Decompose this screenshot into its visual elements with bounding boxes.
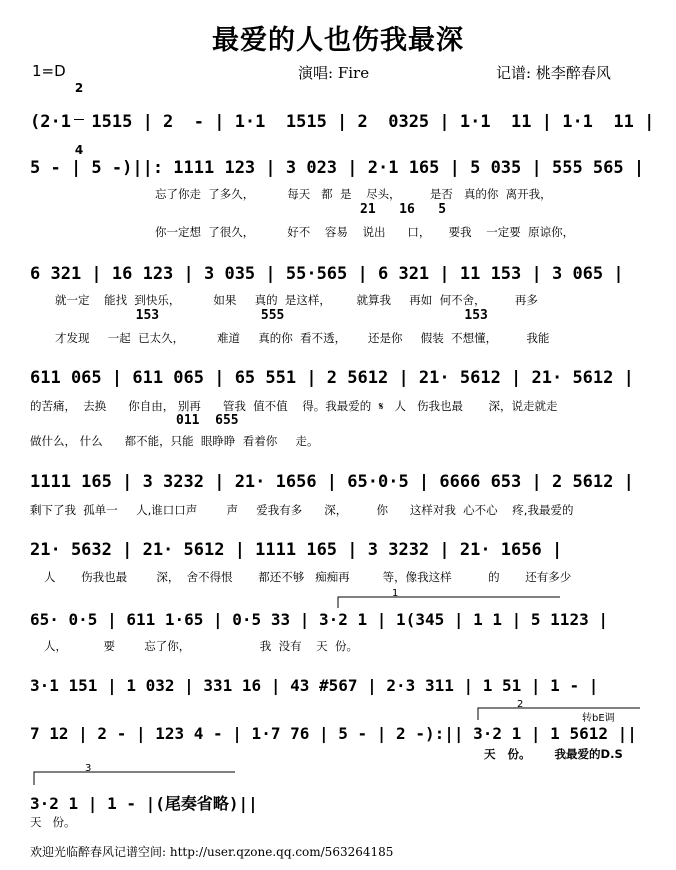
score-row-5: 1111 165 | 3 3232 | 21· 1656 | 65·0·5 | 6666 653 | 2 5612 |: [30, 472, 634, 492]
footer-text: 欢迎光临醉春风记谱空间: http://user.qzone.qq.com/563264185: [30, 845, 394, 859]
alt-notes-row-4: 011 655: [176, 413, 239, 428]
volta-2-bracket: [478, 708, 640, 720]
score-row-1: (2·1 1515 | 2 - | 1·1 1515 | 2 0325 | 1·1 11 | 1·1 11 |: [30, 112, 655, 132]
volta-1-number: 1: [392, 588, 399, 599]
score-row-9: 7 12 | 2 - | 123 4 - | 1·7 76 | 5 - | 2 -):|| 3·2 1 | 1 5612 ||: [30, 724, 637, 743]
time-signature-bottom: 4: [74, 143, 84, 157]
lyric-row-9: 天 份。 我最爱的D.S: [484, 747, 623, 761]
key-signature: 1=D: [32, 62, 66, 80]
lyric-row-2-verse-1: 忘了你走 了多久， 每天 都 是 尽头， 是否 真的你 离开我，: [155, 187, 552, 201]
lyric-row-7: 人， 要 忘了你， 我 没有 天 份。: [44, 639, 358, 653]
lyric-row-2-verse-2: 你一定想 了很久， 好不 容易 说出 口， 要我 一定要 原谅你，: [155, 225, 575, 239]
alt-notes-row-3: 153 555 153: [120, 308, 488, 323]
score-row-3: 6 321 | 16 123 | 3 035 | 55·565 | 6 321 | 11 153 | 3 065 |: [30, 264, 624, 284]
lyric-row-10: 天 份。: [30, 815, 76, 829]
singer-credit: 演唱: Fire: [298, 64, 370, 82]
lyric-row-5: 剩下了我 孤单一 人,谁口口声 声 爱我有多 深， 你 这样对我 心不心 疼,我最爱的: [30, 503, 574, 517]
volta-2-number: 2: [517, 699, 524, 710]
score-row-7: 65· 0·5 | 611 1·65 | 0·5 33 | 3·2 1 | 1(345 | 1 1 | 5 1123 |: [30, 610, 608, 629]
lyric-row-4-verse-2: 做什么， 什么 都不能，只能 眼睁睁 看着你 走。: [30, 434, 319, 448]
score-row-8: 3·1 151 | 1 032 | 331 16 | 43 #567 | 2·3 311 | 1 51 | 1 - |: [30, 676, 599, 695]
score-row-4: 611 065 | 611 065 | 65 551 | 2 5612 | 21· 5612 | 21· 5612 |: [30, 368, 634, 388]
lyric-row-6: 人 伤我也最 深， 舍不得恨 都还不够 痴痴再 等，像我这样 的 还有多少: [44, 570, 572, 584]
song-title: 最爱的人也伤我最深: [212, 25, 464, 56]
time-signature-top: 2: [74, 81, 84, 95]
transcriber-credit: 记谱: 桃李醉春风: [496, 64, 611, 82]
volta-3-number: 3: [85, 763, 92, 774]
volta-1-bracket: [338, 597, 560, 608]
lyric-row-3-verse-1: 就一定 能找 到快乐， 如果 真的 是这样， 就算我 再如 何不舍， 再多: [55, 293, 538, 307]
key-change-marking: 转bE调: [582, 713, 615, 724]
score-row-2: 5 - | 5 -)||: 1111 123 | 3 023 | 2·1 165 | 5 035 | 555 565 |: [30, 158, 645, 178]
score-row-6: 21· 5632 | 21· 5612 | 1111 165 | 3 3232 | 21· 1656 |: [30, 540, 563, 560]
lyric-row-4-verse-1: 的苦痛， 去换 你自由， 别再 管我 值不值 得。我最爱的 𝄋 人 伤我也最 深，说走就走: [30, 399, 558, 413]
volta-3-bracket: [34, 772, 235, 785]
lyric-row-3-verse-2: 才发现 一起 已太久， 难道 真的你 看不透， 还是你 假装 不想懂， 我能: [55, 331, 550, 345]
score-row-10: 3·2 1 | 1 - |(尾奏省略)||: [30, 794, 258, 813]
alt-notes-row-2: 21 16 5: [360, 202, 447, 217]
